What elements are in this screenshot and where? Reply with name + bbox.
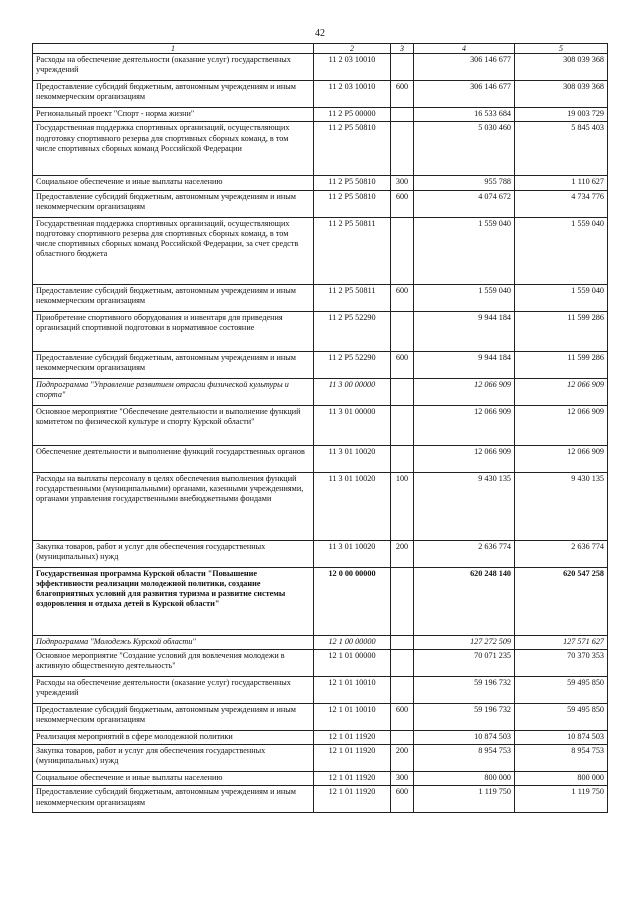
row-code: 12 1 01 11920 [314,730,391,744]
row-expense-type [391,405,414,445]
row-value-2021: 620 248 140 [414,567,515,635]
row-code: 12 1 01 10010 [314,676,391,703]
row-code: 11 2 P5 52290 [314,351,391,378]
table-row [33,445,608,472]
row-value-2021: 1 119 750 [414,786,515,813]
row-code: 12 1 01 10010 [314,703,391,730]
table-row [33,351,608,378]
row-expense-type [391,54,414,81]
header-col-5: 5 [515,44,608,54]
row-value-2021: 70 071 235 [414,649,515,676]
row-value-2021: 12 066 909 [414,445,515,472]
row-expense-type: 600 [391,351,414,378]
row-expense-type: 100 [391,472,414,540]
row-name: Предоставление субсидий бюджетным, автономным учреждениям и иным некоммерческим организациям [33,81,314,108]
row-expense-type [391,378,414,405]
table-row [33,772,608,786]
table-row [33,108,608,122]
row-value-2022: 59 495 850 [515,703,608,730]
table-row [33,472,608,540]
row-value-2021: 8 954 753 [414,745,515,772]
row-value-2022: 9 430 135 [515,472,608,540]
row-value-2022: 4 734 776 [515,190,608,217]
row-name: Реализация мероприятий в сфере молодежной политики [33,730,314,744]
row-name: Подпрограмма "Молодежь Курской области" [33,635,314,649]
row-value-2021: 4 074 672 [414,190,515,217]
header-col-1: 1 [33,44,314,54]
row-name: Предоставление субсидий бюджетным, автономным учреждениям и иным некоммерческим организациям [33,190,314,217]
row-value-2021: 5 030 460 [414,122,515,176]
row-name: Социальное обеспечение и иные выплаты населению [33,772,314,786]
row-code: 11 2 03 10010 [314,54,391,81]
row-code: 11 2 P5 50811 [314,284,391,311]
table-header-row [33,44,608,54]
row-expense-type [391,730,414,744]
table-row [33,540,608,567]
row-value-2022: 10 874 503 [515,730,608,744]
table-row [33,122,608,176]
row-value-2022: 127 571 627 [515,635,608,649]
row-value-2022: 620 547 258 [515,567,608,635]
row-value-2022: 1 559 040 [515,284,608,311]
row-code: 11 3 01 10020 [314,445,391,472]
row-name: Государственная поддержка спортивных организаций, осуществляющих подготовку спортивного резерва для спортивных сборных команд, в том числе спортивных сборных команд Российской Федерации, за счет средств областного бюджета [33,217,314,284]
row-name: Основное мероприятие "Создание условий для вовлечения молодежи в активную общественную деятельность" [33,649,314,676]
row-name: Закупка товаров, работ и услуг для обеспечения государственных (муниципальных) нужд [33,745,314,772]
row-value-2022: 8 954 753 [515,745,608,772]
table-row [33,190,608,217]
row-code: 11 2 P5 50810 [314,190,391,217]
row-code: 12 1 01 11920 [314,772,391,786]
row-expense-type [391,122,414,176]
row-name: Предоставление субсидий бюджетным, автономным учреждениям и иным некоммерческим организациям [33,786,314,813]
row-value-2021: 59 196 732 [414,676,515,703]
row-value-2022: 308 039 368 [515,54,608,81]
table-row [33,284,608,311]
row-value-2021: 306 146 677 [414,81,515,108]
row-expense-type: 600 [391,703,414,730]
row-name: Государственная поддержка спортивных организаций, осуществляющих подготовку спортивного резерва для спортивных сборных команд, в том числе спортивных сборных команд Российской Федерации [33,122,314,176]
row-value-2022: 70 370 353 [515,649,608,676]
row-expense-type: 600 [391,284,414,311]
row-value-2021: 9 430 135 [414,472,515,540]
table-row [33,217,608,284]
row-code: 11 2 P5 50810 [314,122,391,176]
row-code: 12 1 01 11920 [314,745,391,772]
row-expense-type: 300 [391,772,414,786]
row-code: 11 2 P5 50811 [314,217,391,284]
row-expense-type [391,567,414,635]
row-expense-type: 300 [391,176,414,190]
row-name: Государственная программа Курской области "Повышение эффективности реализации молодежной политики, создание благоприятных условий для развития туризма и развитие системы оздоровления и отдыха детей в Курской области" [33,567,314,635]
row-value-2021: 2 636 774 [414,540,515,567]
row-name: Предоставление субсидий бюджетным, автономным учреждениям и иным некоммерческим организациям [33,351,314,378]
row-value-2021: 955 788 [414,176,515,190]
row-code: 11 2 P5 52290 [314,311,391,351]
row-name: Расходы на обеспечение деятельности (оказание услуг) государственных учреждений [33,676,314,703]
row-code: 12 1 01 11920 [314,786,391,813]
row-code: 11 2 P5 00000 [314,108,391,122]
row-name: Региональный проект "Спорт - норма жизни" [33,108,314,122]
row-name: Основное мероприятие "Обеспечение деятельности и выполнение функций комитетом по физической культуре и спорту Курской области" [33,405,314,445]
row-value-2021: 9 944 184 [414,351,515,378]
table-row [33,567,608,635]
row-name: Расходы на обеспечение деятельности (оказание услуг) государственных учреждений [33,54,314,81]
row-name: Предоставление субсидий бюджетным, автономным учреждениям и иным некоммерческим организациям [33,284,314,311]
header-col-2: 2 [314,44,391,54]
row-expense-type: 600 [391,190,414,217]
row-value-2021: 10 874 503 [414,730,515,744]
row-code: 11 2 P5 50810 [314,176,391,190]
table-row [33,54,608,81]
row-expense-type [391,445,414,472]
header-col-3: 3 [391,44,414,54]
row-value-2022: 12 066 909 [515,378,608,405]
row-expense-type [391,635,414,649]
row-name: Предоставление субсидий бюджетным, автономным учреждениям и иным некоммерческим организациям [33,703,314,730]
row-value-2022: 11 599 286 [515,351,608,378]
row-value-2022: 12 066 909 [515,405,608,445]
row-expense-type [391,217,414,284]
table-row [33,635,608,649]
row-value-2021: 9 944 184 [414,311,515,351]
row-name: Приобретение спортивного оборудования и инвентаря для приведения организаций спортивной подготовки в нормативное состояние [33,311,314,351]
row-name: Расходы на выплаты персоналу в целях обеспечения выполнения функций государственными (муниципальными) органами, казенными учреждениями, органами управления государственными внебюджетными фондами [33,472,314,540]
row-expense-type [391,311,414,351]
row-value-2022: 11 599 286 [515,311,608,351]
row-value-2021: 12 066 909 [414,405,515,445]
row-value-2022: 19 003 729 [515,108,608,122]
row-value-2022: 308 039 368 [515,81,608,108]
row-value-2021: 12 066 909 [414,378,515,405]
table-row [33,81,608,108]
row-code: 12 1 01 00000 [314,649,391,676]
table-row [33,311,608,351]
table-row [33,405,608,445]
row-code: 11 2 03 10010 [314,81,391,108]
table-row [33,703,608,730]
row-value-2021: 1 559 040 [414,217,515,284]
table-row [33,649,608,676]
table-row [33,378,608,405]
row-value-2022: 800 000 [515,772,608,786]
table-row [33,786,608,813]
row-value-2021: 127 272 509 [414,635,515,649]
row-code: 12 0 00 00000 [314,567,391,635]
row-value-2022: 12 066 909 [515,445,608,472]
row-value-2022: 5 845 403 [515,122,608,176]
row-code: 12 1 00 00000 [314,635,391,649]
row-code: 11 3 01 00000 [314,405,391,445]
row-name: Социальное обеспечение и иные выплаты населению [33,176,314,190]
table-row [33,676,608,703]
row-code: 11 3 00 00000 [314,378,391,405]
row-code: 11 3 01 10020 [314,472,391,540]
row-value-2022: 1 119 750 [515,786,608,813]
budget-table [32,43,608,813]
row-expense-type [391,676,414,703]
row-name: Закупка товаров, работ и услуг для обеспечения государственных (муниципальных) нужд [33,540,314,567]
row-value-2021: 306 146 677 [414,54,515,81]
header-col-4: 4 [414,44,515,54]
row-value-2022: 1 559 040 [515,217,608,284]
row-value-2021: 800 000 [414,772,515,786]
row-value-2021: 59 196 732 [414,703,515,730]
row-name: Обеспечение деятельности и выполнение функций государственных органов [33,445,314,472]
row-code: 11 3 01 10020 [314,540,391,567]
row-value-2022: 1 110 627 [515,176,608,190]
row-expense-type: 600 [391,786,414,813]
table-row [33,176,608,190]
row-value-2021: 16 533 684 [414,108,515,122]
page-number: 42 [315,28,325,39]
row-expense-type: 600 [391,81,414,108]
row-expense-type: 200 [391,745,414,772]
row-value-2022: 2 636 774 [515,540,608,567]
table-row [33,730,608,744]
row-expense-type: 200 [391,540,414,567]
row-name: Подпрограмма "Управление развитием отрасли физической культуры и спорта" [33,378,314,405]
row-expense-type [391,108,414,122]
row-value-2021: 1 559 040 [414,284,515,311]
row-value-2022: 59 495 850 [515,676,608,703]
table-row [33,745,608,772]
row-expense-type [391,649,414,676]
